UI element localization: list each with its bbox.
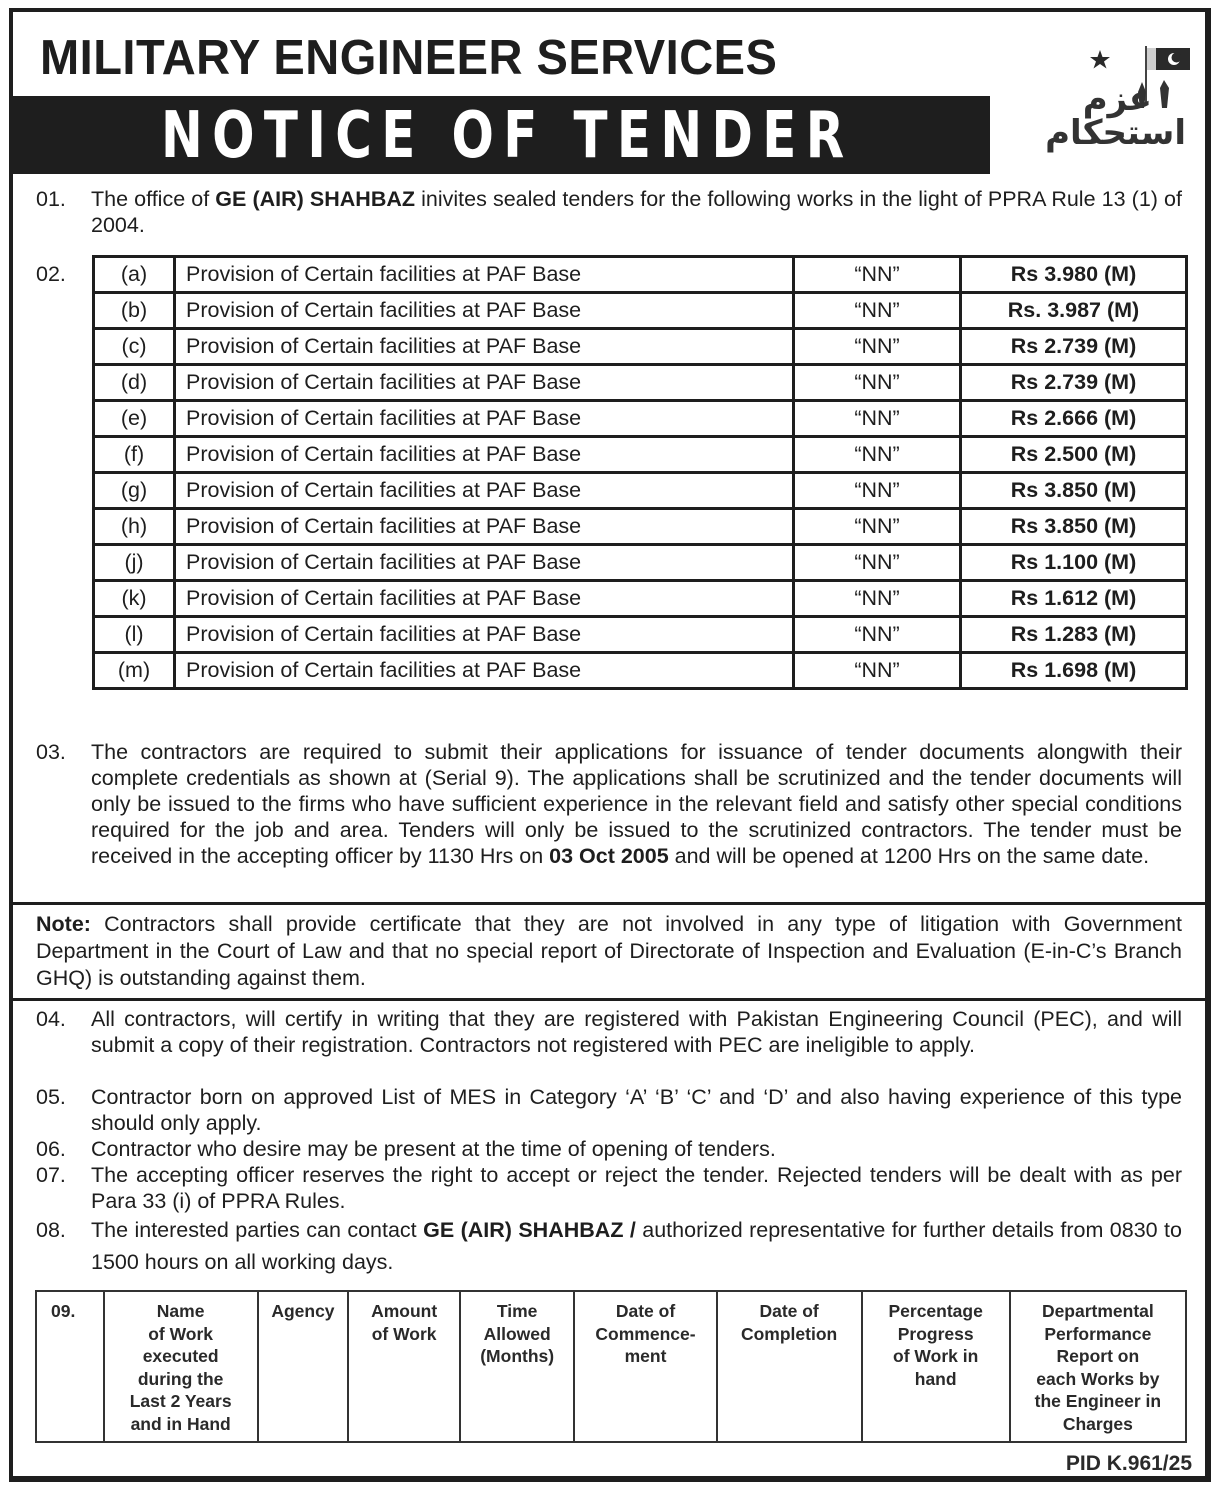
- table-row: [94, 617, 1187, 653]
- credentials-column-header: Date of Commence- ment: [574, 1291, 716, 1442]
- credentials-column-header: Percentage Progress of Work in hand: [862, 1291, 1010, 1442]
- organization-title: MILITARY ENGINEER SERVICES: [40, 31, 778, 85]
- notice-title: NOTICE OF TENDER: [161, 99, 854, 173]
- work-serial: (m): [94, 653, 175, 689]
- work-amount: Rs 1.283 (M): [961, 617, 1187, 653]
- work-location: “NN”: [794, 653, 961, 689]
- work-location: “NN”: [794, 545, 961, 581]
- work-amount: Rs. 3.987 (M): [961, 293, 1187, 329]
- table-row: [94, 473, 1187, 509]
- table-row: [94, 293, 1187, 329]
- work-description: Provision of Certain facilities at PAF Base: [175, 653, 794, 689]
- work-serial: (g): [94, 473, 175, 509]
- crescent-star-flag-logo: [1000, 26, 1200, 182]
- table-row: [94, 437, 1187, 473]
- office-name: GE (AIR) SHAHBAZ /: [423, 1218, 636, 1242]
- table-row: [94, 509, 1187, 545]
- para-07: 07. The accepting officer reserves the right to accept or reject the tender. Rejected tenders will be dealt with as per Para 33 (i) of PPRA Rules.: [36, 1163, 1182, 1213]
- work-location: “NN”: [794, 293, 961, 329]
- credentials-column-header: Amount of Work: [348, 1291, 460, 1442]
- work-amount: Rs 2.739 (M): [961, 329, 1187, 365]
- work-amount: Rs 3.980 (M): [961, 257, 1187, 293]
- work-serial: (a): [94, 257, 175, 293]
- work-location: “NN”: [794, 365, 961, 401]
- work-location: “NN”: [794, 617, 961, 653]
- work-serial: (e): [94, 401, 175, 437]
- table-row: [94, 365, 1187, 401]
- table-row: [94, 545, 1187, 581]
- work-serial: (d): [94, 365, 175, 401]
- table-row: [94, 329, 1187, 365]
- work-description: Provision of Certain facilities at PAF Base: [175, 509, 794, 545]
- notice-banner: [13, 96, 990, 174]
- work-amount: Rs 1.100 (M): [961, 545, 1187, 581]
- credentials-column-header: Agency: [258, 1291, 349, 1442]
- star-icon: [1090, 50, 1110, 69]
- work-serial: (c): [94, 329, 175, 365]
- work-description: Provision of Certain facilities at PAF Base: [175, 293, 794, 329]
- work-serial: (b): [94, 293, 175, 329]
- work-serial: (k): [94, 581, 175, 617]
- para-number: 03.: [36, 740, 66, 764]
- divider: [13, 998, 1205, 1001]
- work-location: “NN”: [794, 329, 961, 365]
- credentials-column-header: Departmental Performance Report on each Works by the Engineer in Charges: [1010, 1291, 1186, 1442]
- note-label: Note:: [36, 912, 91, 936]
- work-serial: (j): [94, 545, 175, 581]
- work-description: Provision of Certain facilities at PAF Base: [175, 473, 794, 509]
- para-number: 01.: [36, 187, 66, 211]
- para-01: 01. The office of GE (AIR) SHAHBAZ inivites sealed tenders for the following works in the light of PPRA Rule 13 (1) of 2004.: [36, 187, 1182, 237]
- work-amount: Rs 1.698 (M): [961, 653, 1187, 689]
- work-amount: Rs 2.739 (M): [961, 365, 1187, 401]
- table-row: [94, 581, 1187, 617]
- work-amount: Rs 2.500 (M): [961, 437, 1187, 473]
- work-description: Provision of Certain facilities at PAF Base: [175, 257, 794, 293]
- table-row: [94, 257, 1187, 293]
- work-description: Provision of Certain facilities at PAF Base: [175, 617, 794, 653]
- work-location: “NN”: [794, 473, 961, 509]
- credentials-column-header: Date of Completion: [717, 1291, 862, 1442]
- work-serial: (h): [94, 509, 175, 545]
- deadline-date: 03 Oct 2005: [549, 844, 669, 868]
- work-description: Provision of Certain facilities at PAF Base: [175, 365, 794, 401]
- work-amount: Rs 1.612 (M): [961, 581, 1187, 617]
- note: Note: Contractors shall provide certificate that they are not involved in any type of litigation with Government Department in the Court of Law and that no special report of Directorate of Inspection and Evaluation (E-in-C’s Branch GHQ) is outstanding against them.: [36, 912, 1182, 990]
- para-06: 06. Contractor who desire may be present at the time of opening of tenders.: [36, 1137, 776, 1161]
- para-number: 09.: [36, 1291, 104, 1442]
- work-amount: Rs 3.850 (M): [961, 473, 1187, 509]
- work-description: Provision of Certain facilities at PAF Base: [175, 329, 794, 365]
- credentials-column-header: Name of Work executed during the Last 2 Years and in Hand: [104, 1291, 258, 1442]
- para-03: 03. The contractors are required to submit their applications for issuance of tender documents alongwith their complete credentials as shown at (Serial 9). The applications shall be scrutinized and the tender documents will only be issued to the firms who have sufficient experience in the relevant field and satisfy other special conditions required for the job and area. Tenders will only be issued to the scrutinized contractors. The tender must be received in the accepting officer by 1130 Hrs on 03 Oct 2005 and will be opened at 1200 Hrs on the same date.: [36, 740, 1182, 868]
- work-serial: (f): [94, 437, 175, 473]
- work-location: “NN”: [794, 509, 961, 545]
- table-row: [94, 401, 1187, 437]
- work-description: Provision of Certain facilities at PAF Base: [175, 437, 794, 473]
- logo-urdu-line1: عزم: [1082, 79, 1152, 119]
- work-amount: Rs 2.666 (M): [961, 401, 1187, 437]
- divider: [13, 902, 1205, 905]
- work-location: “NN”: [794, 257, 961, 293]
- crescent-icon: [1000, 26, 1200, 182]
- para-number: 02.: [36, 262, 66, 286]
- table-row: [94, 653, 1187, 689]
- office-name: GE (AIR) SHAHBAZ: [215, 187, 416, 211]
- logo-urdu-line2: استحکام: [1045, 113, 1186, 153]
- work-serial: (l): [94, 617, 175, 653]
- works-table: [92, 255, 1188, 690]
- credentials-header-row: [36, 1291, 1186, 1442]
- work-location: “NN”: [794, 437, 961, 473]
- para-04: 04. All contractors, will certify in writing that they are registered with Pakistan Engineering Council (PEC), and will submit a copy of their registration. Contractors not registered with PEC are ineligible to apply.: [36, 1007, 1182, 1057]
- para-05: 05. Contractor born on approved List of MES in Category ‘A’ ‘B’ ‘C’ and ‘D’ and also having experience of this type should only apply.: [36, 1085, 1182, 1135]
- work-amount: Rs 3.850 (M): [961, 509, 1187, 545]
- work-description: Provision of Certain facilities at PAF Base: [175, 545, 794, 581]
- work-description: Provision of Certain facilities at PAF Base: [175, 581, 794, 617]
- pid-number: PID K.961/25: [1065, 1452, 1192, 1475]
- credentials-column-header: Time Allowed (Months): [460, 1291, 574, 1442]
- para-08: 08. The interested parties can contact GE (AIR) SHAHBAZ / authorized representative for further details from 0830 to 1500 hours on all working days.: [36, 1218, 1182, 1274]
- work-location: “NN”: [794, 581, 961, 617]
- work-description: Provision of Certain facilities at PAF Base: [175, 401, 794, 437]
- work-location: “NN”: [794, 401, 961, 437]
- credentials-table: [35, 1290, 1187, 1443]
